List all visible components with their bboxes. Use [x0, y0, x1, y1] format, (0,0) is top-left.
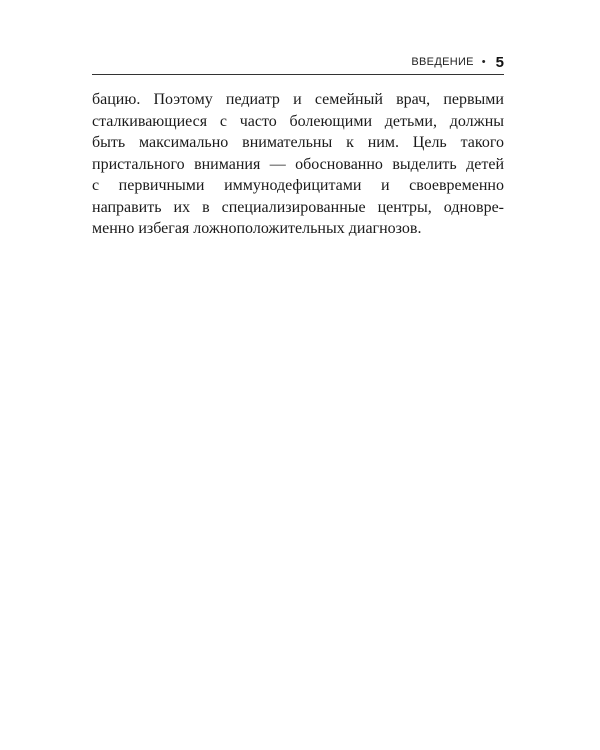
page-number: 5	[495, 53, 504, 71]
text-line: менно избегая ложноположительных диагнозов.	[92, 220, 422, 237]
text-line: пристального внимания — обоснованно выделить детей	[92, 155, 504, 173]
header-rule	[92, 74, 504, 75]
body-paragraph	[92, 89, 504, 240]
text-line: сталкивающиеся с часто болеющими детьми, должны	[92, 112, 504, 130]
bullet-separator: •	[481, 56, 486, 68]
text-line: быть максимально внимательны к ним. Цель такого	[92, 134, 504, 151]
section-title: ВВЕДЕНИЕ	[411, 56, 474, 68]
running-head	[92, 52, 504, 72]
text-line: направить их в специализированные центры, одновре-	[92, 198, 504, 216]
text-line: с первичными иммунодефицитами и своевременно	[92, 177, 504, 194]
text-line: бацию. Поэтому педиатр и семейный врач, первыми	[92, 91, 504, 108]
